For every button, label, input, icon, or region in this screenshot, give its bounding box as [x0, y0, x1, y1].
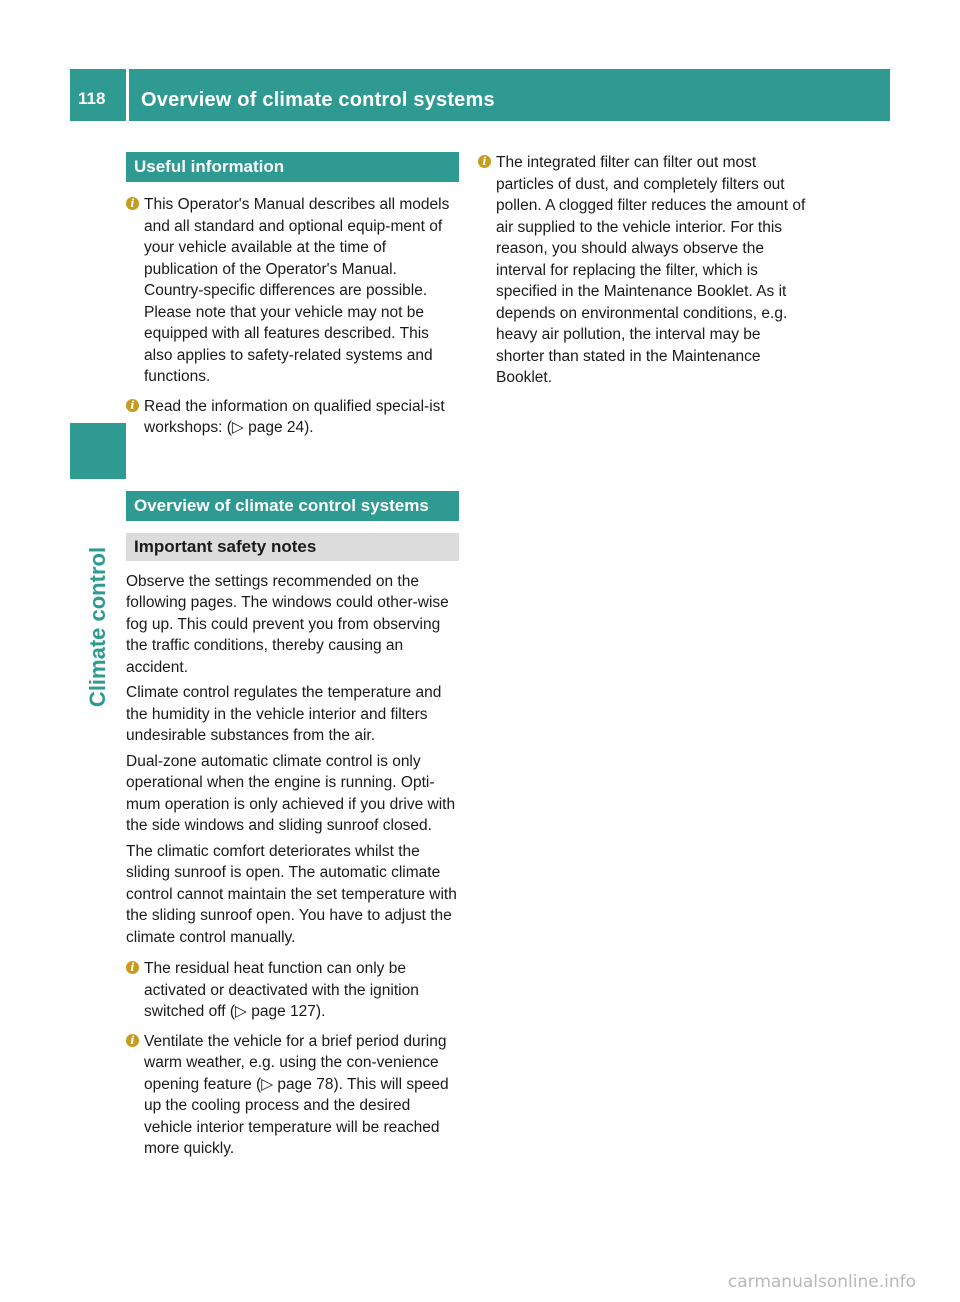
right-column — [478, 152, 811, 397]
info-note — [126, 958, 459, 1023]
section-spacer — [126, 447, 459, 491]
sidebar-section-label: Climate control — [85, 546, 110, 708]
info-icon: i — [126, 399, 139, 412]
body-paragraph: Observe the settings recommended on the following pages. The windows could other-wise fog up. This could prevent you from observing the traffic conditions, thereby causing an accident. — [126, 572, 449, 676]
watermark: carmanualsonline.info — [727, 1272, 916, 1292]
sidebar-tab-block — [70, 423, 126, 479]
info-icon: i — [126, 961, 139, 974]
info-icon: i — [126, 1034, 139, 1047]
safety-notes-heading: Important safety notes — [126, 533, 459, 561]
info-note-text: Ventilate the vehicle for a brief period during warm weather, e.g. using the con-venience opening feature (▷ page 78). This will speed up the cooling process and the desired vehicle interior temperature will be reached more quickly. — [144, 1032, 449, 1157]
useful-information-heading: Useful information — [126, 152, 459, 182]
info-note-text: The residual heat function can only be activated or deactivated with the ignition switched off (▷ page 127). — [144, 960, 419, 1020]
header-divider — [126, 69, 129, 121]
info-icon: i — [478, 155, 491, 168]
info-note-text: Read the information on qualified special-ist workshops: (▷ page 24). — [144, 397, 445, 436]
left-column — [126, 152, 459, 1168]
page-number: 118 — [78, 89, 106, 108]
info-note-text: The integrated filter can filter out most particles of dust, and completely filters out pollen. A clogged filter reduces the amount of air supplied to the vehicle interior. For this reason, you should always observe the interval for replacing the filter, which is specified in the Maintenance Booklet. As it depends on environmental conditions, e.g. heavy air pollution, the interval may be shorter than stated in the Maintenance Booklet. — [496, 154, 806, 386]
info-icon: i — [126, 197, 139, 210]
info-note — [126, 194, 459, 388]
overview-heading: Overview of climate control systems — [126, 491, 459, 521]
body-paragraph: Dual-zone automatic climate control is only operational when the engine is running. Opti-mum operation is only achieved if you drive with the side windows and sliding sunroof closed. — [126, 752, 456, 834]
body-paragraph: Climate control regulates the temperature and the humidity in the vehicle interior and filters undesirable substances from the air. — [126, 684, 442, 744]
info-note — [126, 1031, 459, 1160]
info-note — [478, 152, 811, 389]
info-note-text: This Operator's Manual describes all models and all standard and optional equip-ment of your vehicle available at the time of publication of the Operator's Manual. Country-specific differences are possible. Please note that your vehicle may not be equipped with all features described. This also applies to safety-related systems and functions. — [144, 196, 450, 385]
page-title: Overview of climate control systems — [141, 89, 495, 111]
body-paragraph: The climatic comfort deteriorates whilst the sliding sunroof is open. The automatic climate control cannot maintain the set temperature with the sliding sunroof open. You have to adjust the climate control manually. — [126, 842, 457, 946]
info-note — [126, 396, 459, 439]
